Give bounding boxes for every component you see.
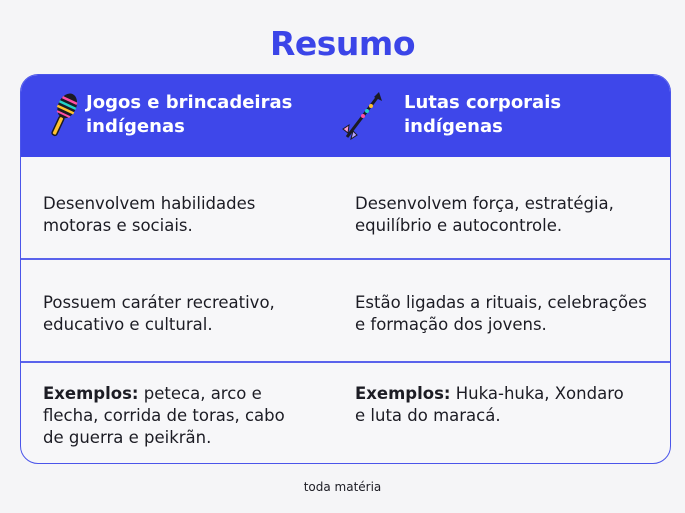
row2-right-cell <box>355 292 647 336</box>
column-heading-fights-line1: Lutas corporais <box>404 92 562 113</box>
row2-left-cell <box>43 292 275 336</box>
row1-left-line2: motoras e sociais. <box>43 216 193 235</box>
row3-left-line2: flecha, corrida de toras, cabo <box>43 406 285 425</box>
row3-left-text1: peteca, arco e <box>138 384 262 403</box>
table-header <box>21 75 670 157</box>
column-heading-fights <box>404 91 561 139</box>
maraca-icon <box>43 89 83 141</box>
column-heading-games-line2: indígenas <box>86 116 185 137</box>
arrow-icon <box>339 89 385 143</box>
row3-left-cell <box>43 383 285 449</box>
examples-label: Exemplos: <box>355 384 451 403</box>
row1-right-cell <box>355 193 614 237</box>
row3-right-line1 <box>355 383 624 405</box>
row3-right-line2: e luta do maracá. <box>355 406 501 425</box>
row1-right-line1: Desenvolvem força, estratégia, <box>355 194 614 213</box>
row1-right-line2: equilíbrio e autocontrole. <box>355 216 563 235</box>
brand-footer: toda matéria <box>303 480 382 494</box>
summary-table <box>20 74 671 464</box>
row1-left-cell <box>43 193 255 237</box>
page-title: Resumo <box>270 24 415 63</box>
row3-right-cell <box>355 383 624 427</box>
row-divider <box>21 361 670 363</box>
column-heading-fights-line2: indígenas <box>404 116 503 137</box>
row1-left-line1: Desenvolvem habilidades <box>43 194 256 213</box>
column-heading-games <box>86 91 292 139</box>
examples-label: Exemplos: <box>43 384 139 403</box>
row-divider <box>21 258 670 260</box>
row3-right-text1: Huka-huka, Xondaro <box>450 384 624 403</box>
row2-right-line2: e formação dos jovens. <box>355 315 547 334</box>
row3-left-line3: de guerra e peikrãn. <box>43 428 212 447</box>
row2-left-line1: Possuem caráter recreativo, <box>43 293 275 312</box>
column-heading-games-line1: Jogos e brincadeiras <box>86 92 293 113</box>
row3-left-line1 <box>43 383 285 405</box>
row2-right-line1: Estão ligadas a rituais, celebrações <box>355 293 647 312</box>
row2-left-line2: educativo e cultural. <box>43 315 213 334</box>
